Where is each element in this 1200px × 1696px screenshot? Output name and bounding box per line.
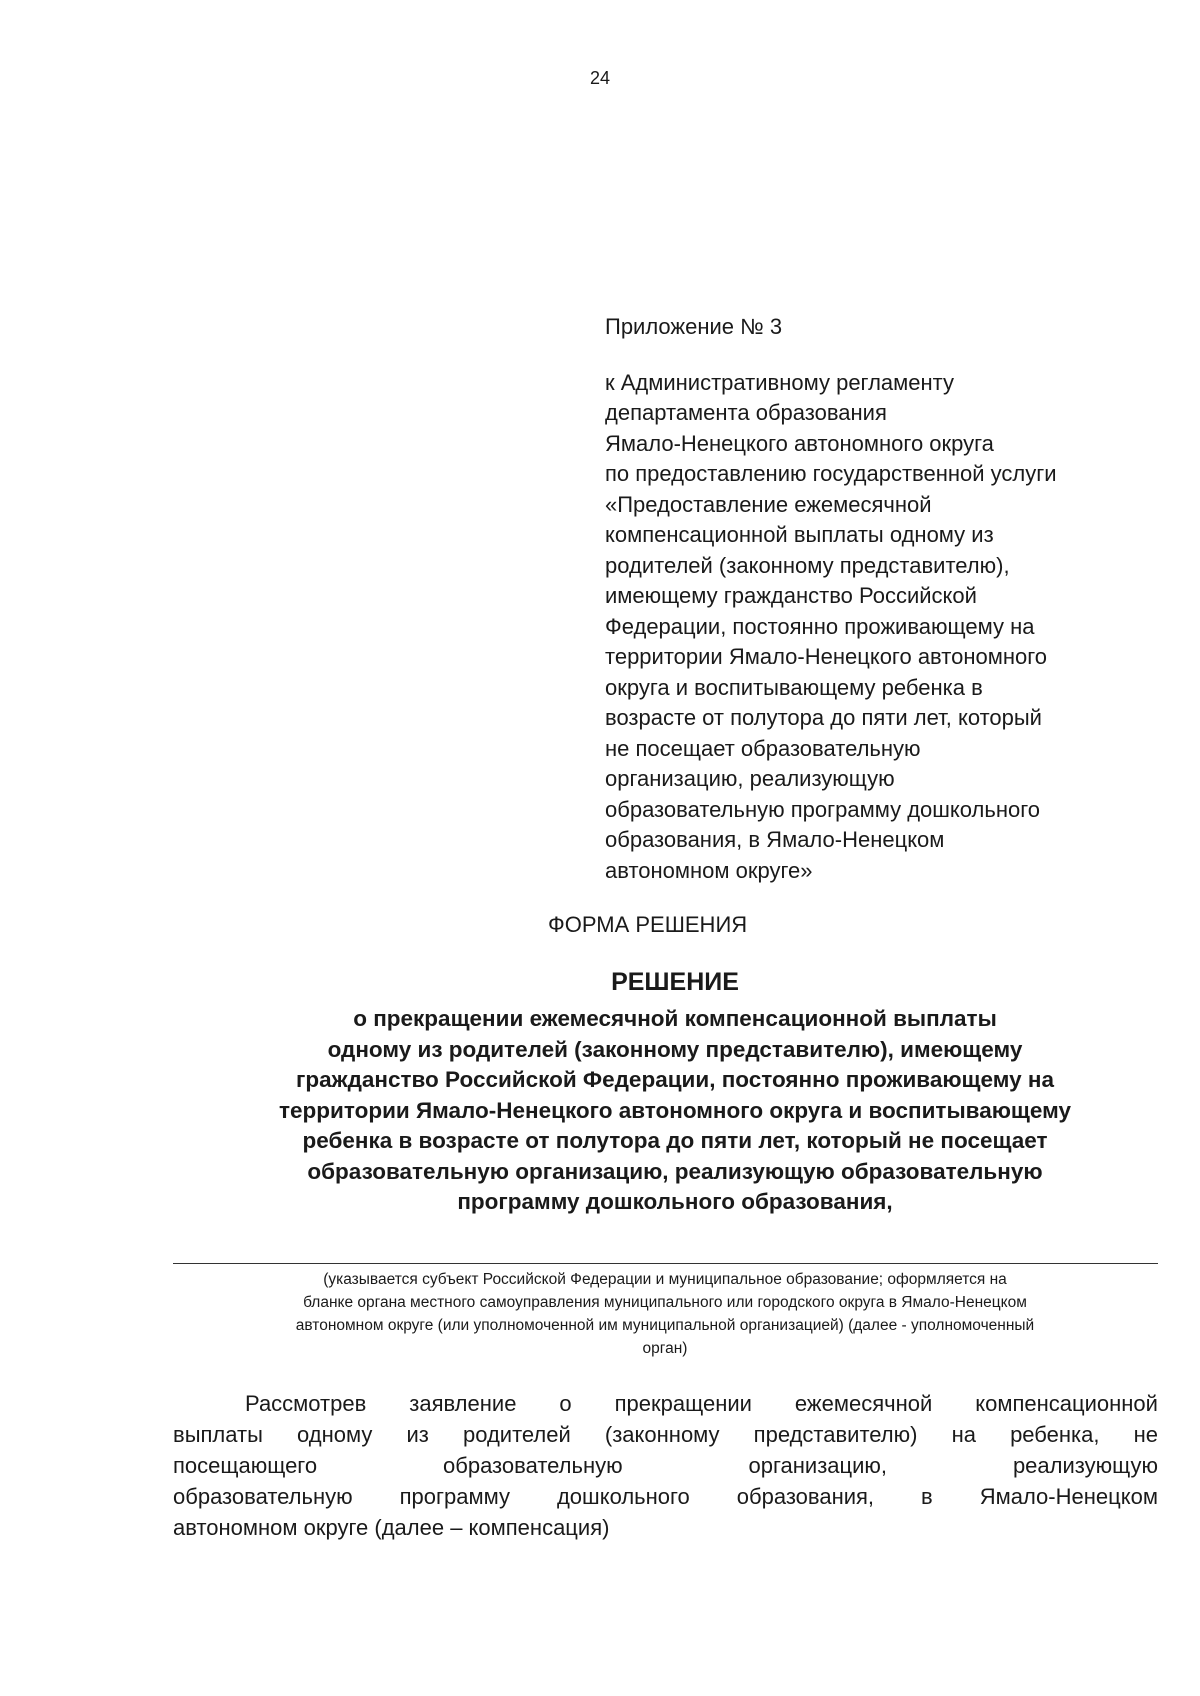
decision-subtitle-line: программу дошкольного образования,: [457, 1189, 893, 1214]
body-word: образования,: [736, 1484, 875, 1509]
body-word: образовательную: [443, 1453, 623, 1478]
decision-subtitle-line: одному из родителей (законному представителю), имеющему: [327, 1036, 1023, 1062]
appendix-line: «Предоставление ежемесячной: [605, 491, 932, 517]
appendix-line: родителей (законному представителю),: [605, 552, 1010, 578]
appendix-line: не посещает образовательную: [605, 735, 921, 761]
decision-subtitle-line: о прекращении ежемесячной компенсационной выплаты: [353, 1006, 997, 1031]
appendix-block: [605, 312, 1165, 886]
appendix-line: департамента образования: [605, 400, 887, 425]
appendix-line: возрасте от полутора до пяти лет, который: [605, 705, 1042, 730]
appendix-line: к Административному регламенту: [605, 369, 955, 395]
page-number: 24: [589, 68, 611, 88]
body-word: автономном округе (далее – компенсация): [173, 1515, 610, 1540]
org-fill-line: [173, 1263, 1158, 1264]
body-line: [173, 1481, 1158, 1512]
form-label: ФОРМА РЕШЕНИЯ: [548, 912, 748, 937]
body-word: Ямало-Ненецком: [979, 1484, 1158, 1509]
body-word: Рассмотрев: [245, 1391, 367, 1416]
org-note-line: орган): [642, 1340, 688, 1357]
body-line: [173, 1450, 1158, 1481]
org-note-line: (указывается субъект Российской Федерации и муниципальное образование; оформляется на: [323, 1271, 1007, 1288]
body-word: заявление: [409, 1391, 517, 1416]
appendix-line: Федерации, постоянно проживающему на: [605, 613, 1035, 639]
decision-subtitle-line: территории Ямало-Ненецкого автономного округа и воспитывающему: [279, 1097, 1071, 1123]
body-word: организацию,: [748, 1453, 888, 1478]
body-word: на: [951, 1422, 976, 1447]
body-word: представителю): [753, 1422, 918, 1447]
appendix-line: компенсационной выплаты одному из: [605, 522, 994, 547]
body-word: о: [559, 1391, 572, 1416]
body-word: (законному: [604, 1422, 720, 1447]
decision-subtitle-line: образовательную организацию, реализующую образовательную: [307, 1158, 1043, 1184]
body-word: не: [1133, 1422, 1158, 1447]
decision-subtitle-line: ребенка в возрасте от полутора до пяти лет, который не посещает: [302, 1128, 1048, 1153]
body-word: ежемесячной: [794, 1391, 933, 1416]
appendix-line: организацию, реализующую: [605, 766, 895, 791]
appendix-line: образования, в Ямало-Ненецком: [605, 827, 945, 852]
body-line: [173, 1512, 1158, 1543]
body-word: реализующую: [1012, 1453, 1158, 1478]
org-note: [170, 1268, 1160, 1360]
decision-subtitle: [170, 1004, 1180, 1218]
org-note-line: автономном округе (или уполномоченной им муниципальной организацией) (далее - уполномоченный: [295, 1317, 1035, 1334]
appendix-line: Ямало-Ненецкого автономного округа: [605, 430, 994, 456]
body-word: программу: [399, 1484, 510, 1509]
appendix-line: по предоставлению государственной услуги: [605, 461, 1057, 486]
body-word: ребенка,: [1010, 1422, 1100, 1447]
appendix-line: округа и воспитывающему ребенка в: [605, 674, 983, 700]
appendix-line: образовательную программу дошкольного: [605, 796, 1041, 822]
decision-title: РЕШЕНИЕ: [611, 968, 739, 996]
body-paragraph: [173, 1388, 1158, 1543]
appendix-line: территории Ямало-Ненецкого автономного: [605, 644, 1047, 669]
body-word: посещающего: [173, 1453, 318, 1478]
body-line: [173, 1388, 1158, 1419]
body-word: компенсационной: [975, 1391, 1158, 1416]
appendix-title: Приложение № 3: [605, 314, 783, 339]
appendix-body: [605, 368, 1165, 887]
org-note-line: бланке органа местного самоуправления муниципального или городского округа в Ямало-Ненецком: [303, 1294, 1027, 1311]
body-word: в: [921, 1484, 933, 1509]
appendix-line: автономном округе»: [605, 857, 813, 883]
body-word: родителей: [462, 1422, 571, 1447]
appendix-line: имеющему гражданство Российской: [605, 583, 977, 608]
body-line: [173, 1419, 1158, 1450]
body-word: образовательную: [173, 1484, 353, 1509]
body-word: выплаты: [173, 1422, 263, 1447]
decision-subtitle-line: гражданство Российской Федерации, постоянно проживающему на: [296, 1067, 1054, 1092]
body-word: прекращении: [614, 1391, 752, 1416]
body-word: одному: [297, 1422, 373, 1447]
body-word: из: [406, 1422, 429, 1447]
body-word: дошкольного: [556, 1484, 690, 1509]
